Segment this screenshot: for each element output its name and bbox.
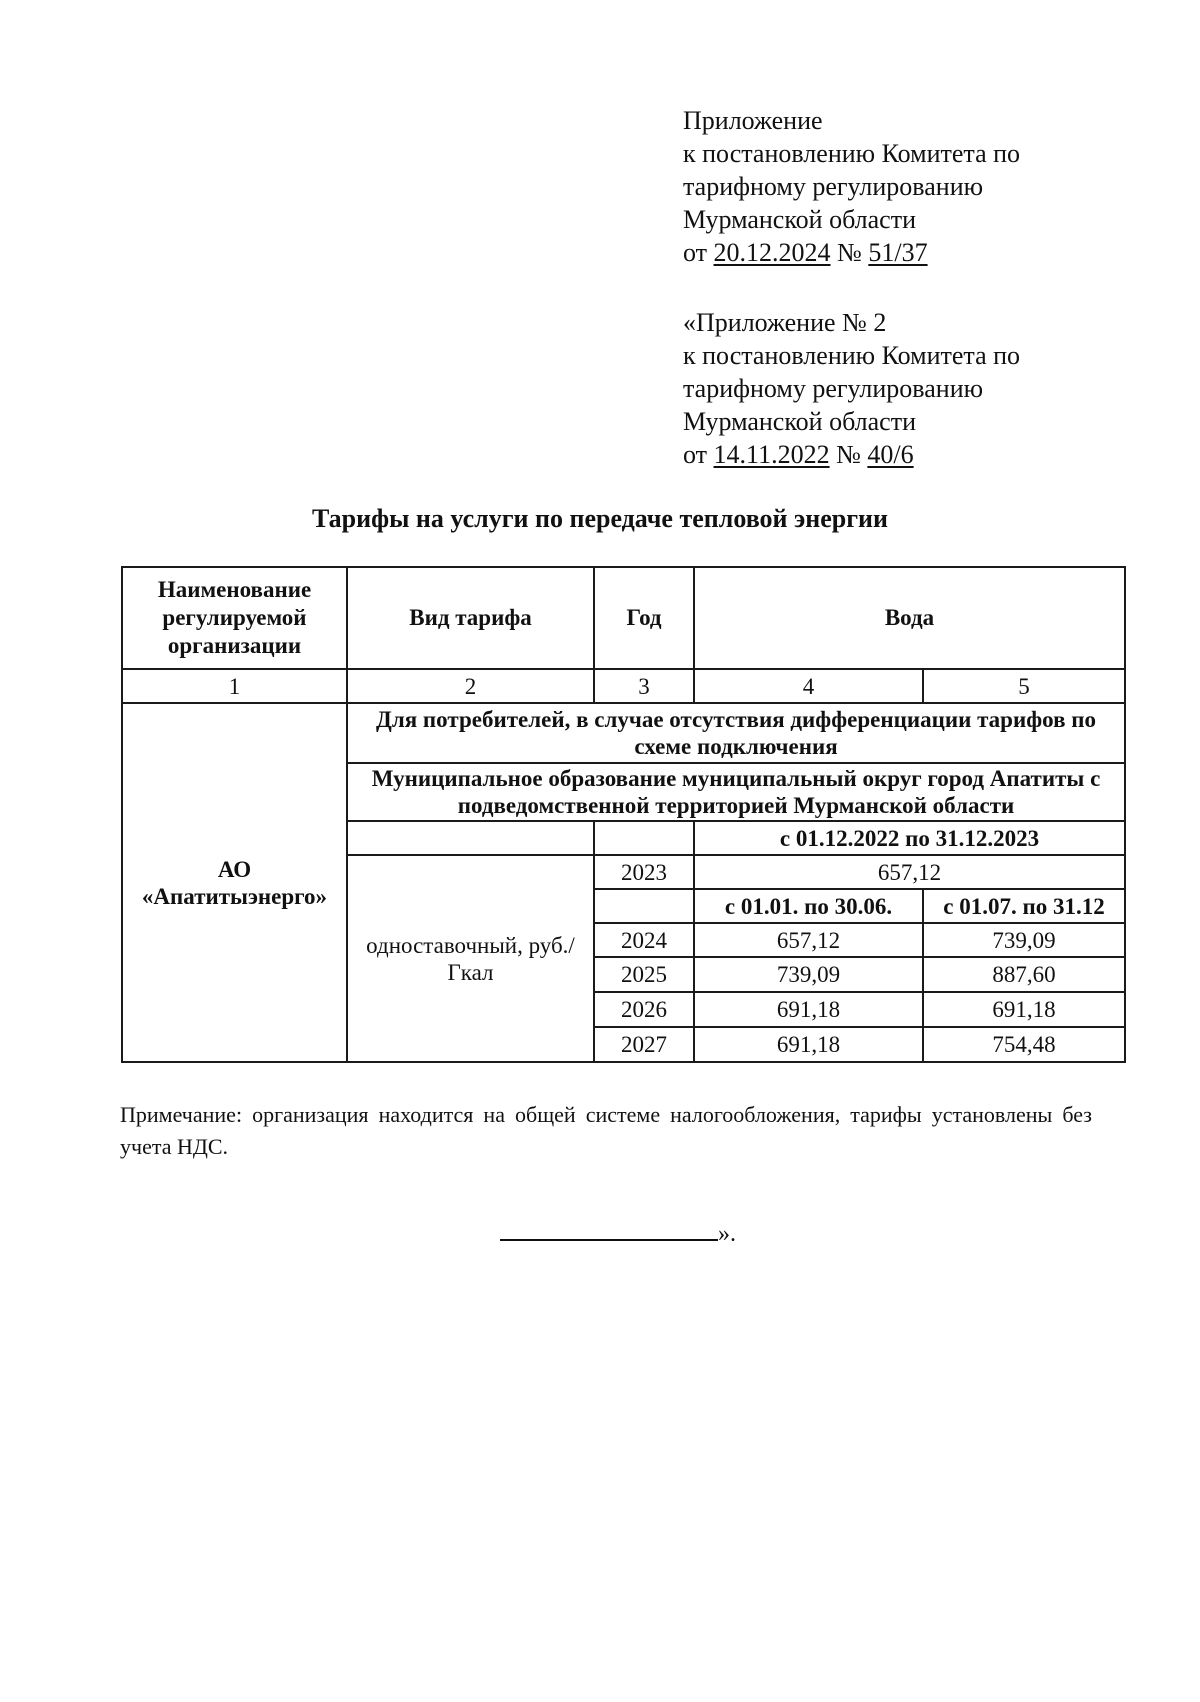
tariff-table [121, 566, 1126, 1063]
tariff-value: 657,12 [694, 923, 923, 957]
original-resolution-number: 40/6 [867, 440, 914, 469]
number-prefix: № [829, 440, 868, 469]
year-cell: 2024 [594, 923, 694, 957]
tariff-value: 887,60 [923, 957, 1125, 992]
note: Примечание: организация находится на общей системе налогообложения, тарифы установлены без учета НДС. [120, 1102, 1092, 1159]
tariff-type: одноставочный, руб./Гкал [347, 855, 594, 1062]
closing-quote: ». [718, 1221, 736, 1247]
resolution-number: 51/37 [868, 238, 928, 267]
empty-cell [594, 821, 694, 855]
year-cell: 2023 [594, 855, 694, 889]
tariff-value: 657,12 [694, 855, 1125, 889]
empty-cell [594, 889, 694, 923]
appendix-header-line: к постановлению Комитета по [683, 139, 1021, 168]
tariff-value: 739,09 [694, 957, 923, 992]
tariff-value: 691,18 [923, 992, 1125, 1027]
header-organization: Наименование регулируемой организации [122, 567, 347, 669]
header-tariff-type: Вид тарифа [347, 567, 594, 669]
municipality: Муниципальное образование муниципальный округ город Апатиты с подведомственной территорией Мурманской области [347, 763, 1125, 821]
column-number: 5 [923, 669, 1125, 703]
tariff-value: 691,18 [694, 1027, 923, 1062]
signature-blank-line [500, 1215, 718, 1241]
period-2023: с 01.12.2022 по 31.12.2023 [694, 821, 1125, 855]
column-number: 2 [347, 669, 594, 703]
appendix-header-line: тарифному регулированию [683, 172, 984, 201]
column-number: 4 [694, 669, 923, 703]
appendix-header-line: Приложение [683, 106, 823, 135]
original-appendix-header-date-line [683, 438, 1123, 471]
header-water: Вода [694, 567, 1125, 669]
tariff-value: 754,48 [923, 1027, 1125, 1062]
year-cell: 2026 [594, 992, 694, 1027]
original-appendix-header-line: Мурманской области [683, 407, 916, 436]
year-cell: 2027 [594, 1027, 694, 1062]
number-prefix: № [830, 238, 869, 267]
tariff-value: 691,18 [694, 992, 923, 1027]
original-appendix-header-line: к постановлению Комитета по [683, 341, 1021, 370]
empty-cell [347, 821, 594, 855]
year-cell: 2025 [594, 957, 694, 992]
original-appendix-header [683, 306, 1123, 471]
half-year-header-first: с 01.01. по 30.06. [694, 889, 923, 923]
original-appendix-header-line: тарифному регулированию [683, 374, 984, 403]
organization-name: АО «Апатитыэнерго» [122, 703, 347, 1062]
original-appendix-header-line: «Приложение № 2 [683, 308, 887, 337]
appendix-header-line: Мурманской области [683, 205, 916, 234]
date-prefix: от [683, 238, 714, 267]
date-prefix: от [683, 440, 714, 469]
resolution-date: 20.12.2024 [713, 238, 831, 267]
appendix-header [683, 104, 1123, 269]
header-year: Год [594, 567, 694, 669]
tariff-value: 739,09 [923, 923, 1125, 957]
column-number: 3 [594, 669, 694, 703]
half-year-header-second: с 01.07. по 31.12 [923, 889, 1125, 923]
closing-line [500, 1215, 736, 1249]
original-resolution-date: 14.11.2022 [713, 440, 830, 469]
appendix-header-date-line [683, 236, 1123, 269]
column-number: 1 [122, 669, 347, 703]
consumer-group: Для потребителей, в случае отсутствия дифференциации тарифов по схеме подключения [347, 703, 1125, 763]
document-title: Тарифы на услуги по передаче тепловой энергии [311, 504, 889, 533]
